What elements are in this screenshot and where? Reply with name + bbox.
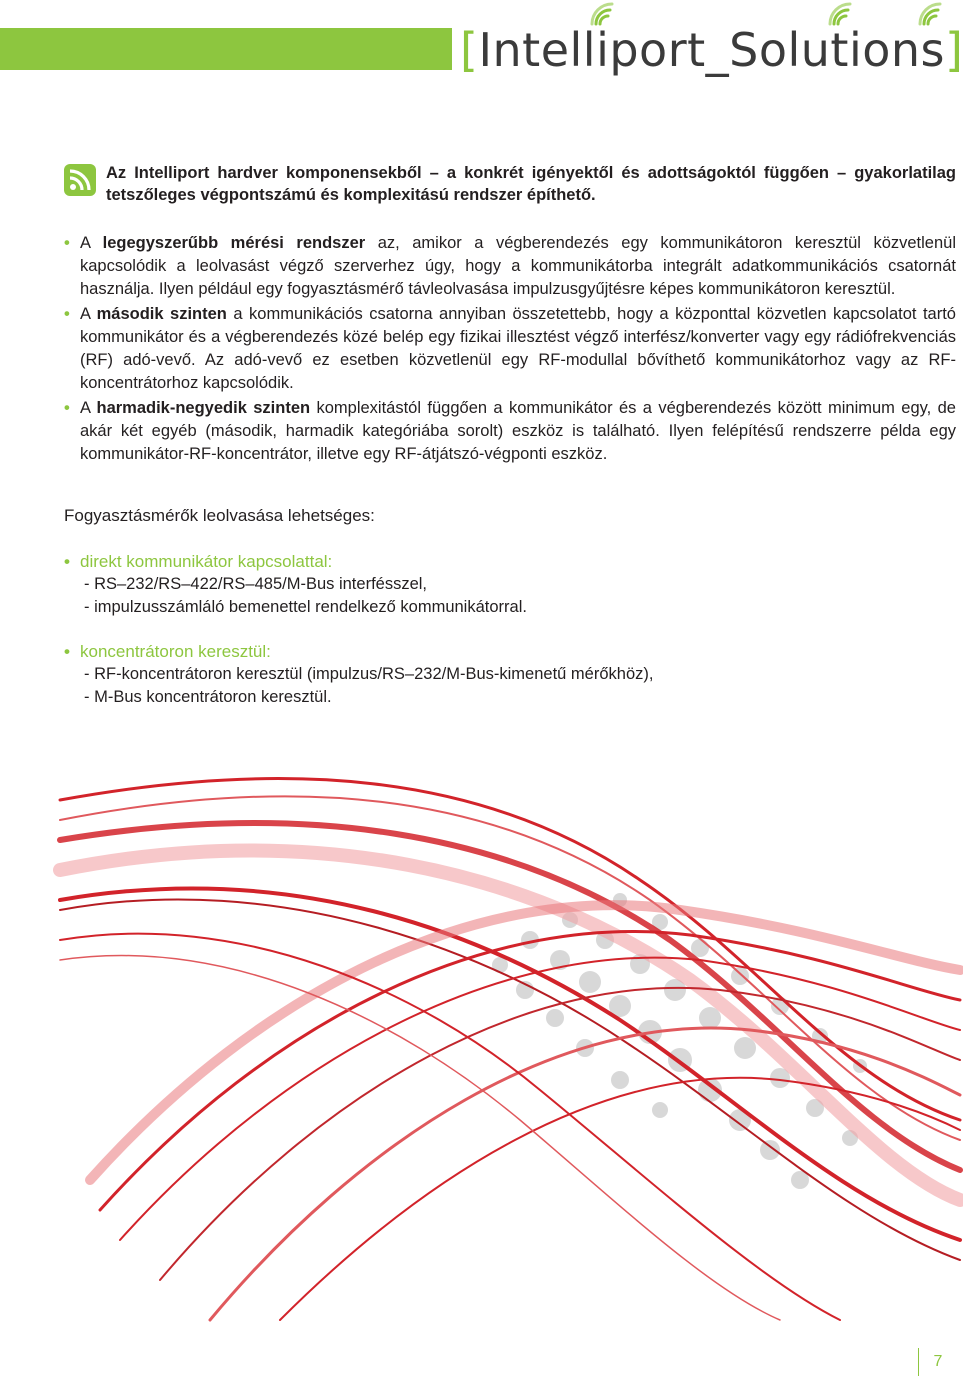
bullet-dot: • — [64, 399, 70, 417]
wifi-signal-icon — [826, 2, 866, 28]
bullet-text-pre: A — [80, 234, 103, 252]
bullet-text-bold: legegyszerűbb mérési rendszer — [102, 234, 366, 252]
list-item: - RF-koncentrátoron keresztül (impulzus/RS–232/M-Bus-kimenetű mérőkhöz), — [84, 665, 654, 683]
bullet-text-bold: második szinten — [96, 305, 227, 323]
bullet-text-pre: A — [80, 305, 97, 323]
brand-name: Intelliport_Solutions — [478, 23, 945, 77]
list-heading-text: direkt kommunikátor kapcsolattal: — [80, 552, 333, 571]
intro-text: Az Intelliport hardver komponensekből – a konkrét igényektől és adottságoktól függően – gyakorlatilag tetszőleges végpontszámú és komplexitású rendszer építhető. — [106, 164, 956, 204]
decorative-red-waves — [60, 760, 960, 1320]
bullet-text-post: a kommunikációs csatorna annyiban összetettebb, hogy a központtal közvetlen kapcsolatot tartó kommunikátor és a végberendezés közé belép egy fizikai illesztést végző interfész/konverter vagy egy rádiófrekvenciás (RF) adó-vevő. Az adó-vevő ez esetben közvetlenül egy RF-modullal bővíthető kommunikátorhoz vagy az RF-koncentrátorhoz kapcsolódik. — [80, 305, 956, 392]
page-number: 7 — [918, 1348, 957, 1376]
header-green-bar — [0, 28, 452, 70]
list-heading-text: koncentrátoron keresztül: — [80, 642, 271, 661]
level-bullet-list — [64, 232, 956, 468]
section-title: Fogyasztásmérők leolvasása lehetséges: — [64, 506, 375, 525]
bullet-text-bold: harmadik-negyedik szinten — [96, 399, 311, 417]
bullet-dot: • — [64, 305, 70, 323]
list-heading — [64, 550, 944, 573]
intro-block — [64, 162, 960, 210]
bullet-text-pre: A — [80, 399, 97, 417]
bullet-item-level-3-4 — [64, 397, 956, 466]
list-heading — [64, 640, 944, 663]
list-item: - M-Bus koncentrátoron keresztül. — [84, 688, 332, 706]
brand-bracket-open: [ — [460, 23, 479, 77]
wifi-signal-icon — [588, 2, 628, 28]
red-wave-lines — [60, 779, 960, 1320]
list-item: - RS–232/RS–422/RS–485/M-Bus interfésszel, — [84, 575, 428, 593]
brand-title — [460, 20, 963, 80]
bullet-dot: • — [64, 552, 70, 571]
bullet-text-post: az, amikor a végberendezés egy kommunikátoron keresztül közvetlenül kapcsolódik a leolvasást végző szerverhez úgy, hogy a kommunikátorba integrált adatkommunikációs csatornát használja. Ilyen például egy fogyasztásmérő távleolvasása impulzusgyűjtésre képes kommunikátoron keresztül. — [80, 234, 957, 298]
rss-icon — [64, 164, 96, 196]
bullet-item-level-1 — [64, 232, 956, 301]
list-item: - impulzusszámláló bemenettel rendelkező kommunikátorral. — [84, 598, 527, 616]
reading-method-direct — [64, 550, 944, 619]
bullet-dot: • — [64, 642, 70, 661]
bullet-text-post: komplexitástól függően a kommunikátor és a végberendezés között minimum egy, de akár két egyéb (második, harmadik kategóriába sorolt) eszköz is található. Ilyen felépítésű rendszerre példa egy kommunikátor-RF-koncentrátor, illetve egy RF-átjátszó-végponti eszköz. — [80, 399, 956, 463]
brand-bracket-close: ] — [945, 23, 963, 77]
wifi-signal-icon — [916, 2, 956, 28]
bullet-item-level-2 — [64, 303, 956, 395]
reading-method-concentrator — [64, 640, 944, 709]
bullet-dot: • — [64, 234, 70, 252]
